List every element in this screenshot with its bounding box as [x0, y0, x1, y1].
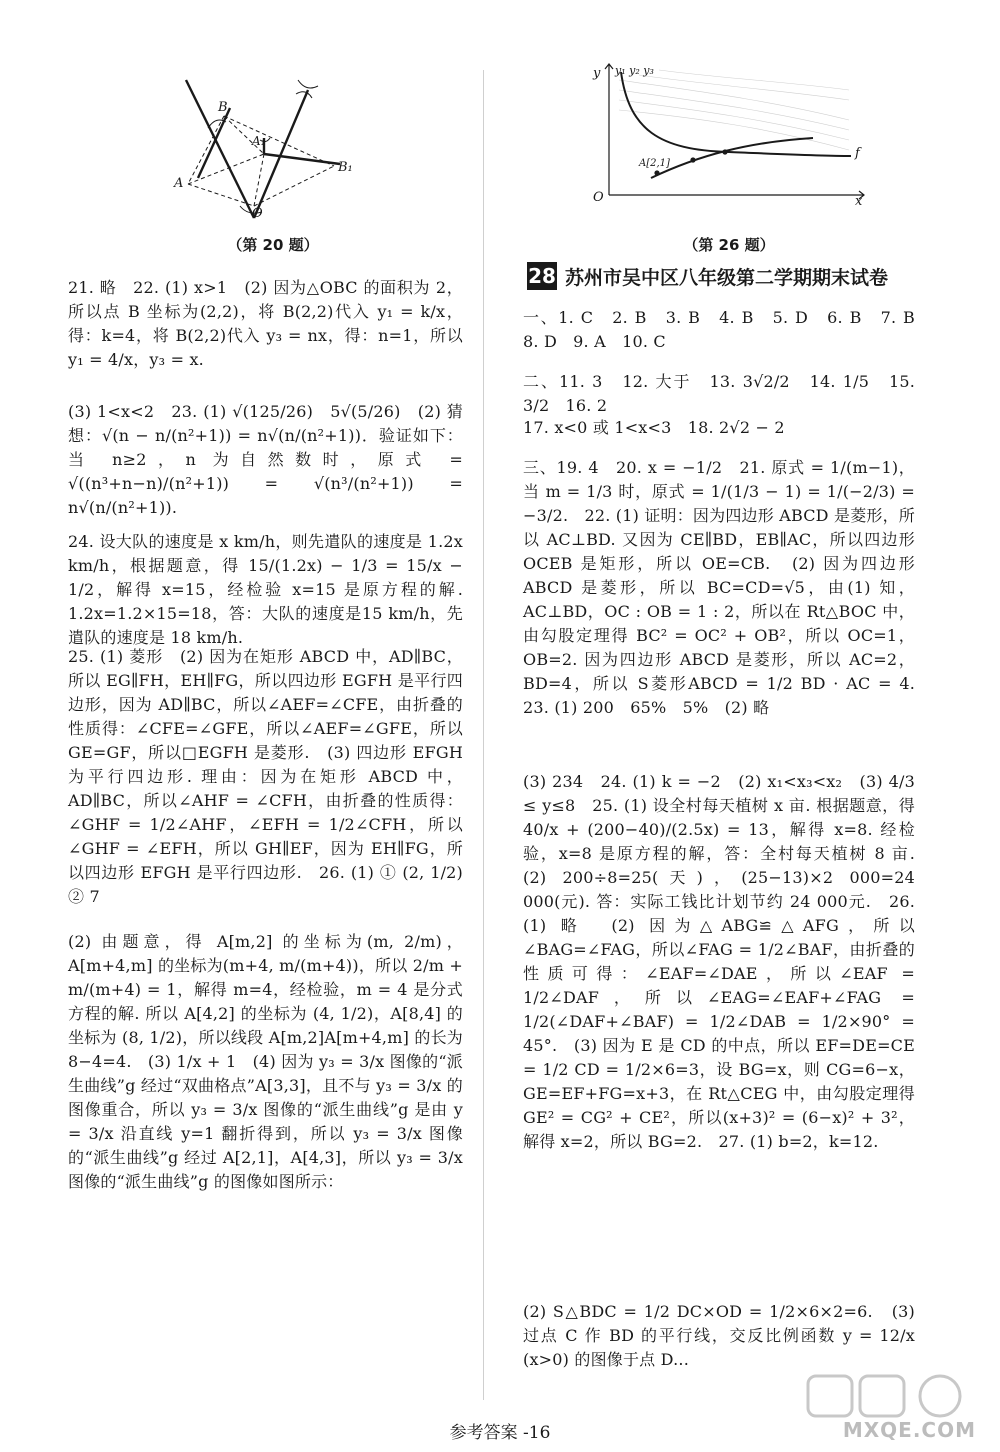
- answer-paragraph: (2) 由题意，得 A[m,2] 的坐标为(m, 2/m)，A[m+4,m] 的坐标为(m+4, m/(m+4))，所以 2/m + m/(m+4) = 1，解得 m=4，经检验，m = 4 是分式方程的解. 所以 A[4,2] 的坐标为 (4, 1/2)，A[8,4] 的坐标为 (8, 1/2)，所以线段 A[m,2]A[m+4,m] 的长为 8−4=4. (3) 1/x + 1 (4) 因为 y₃ = 3/x 图像的“派生曲线”g 经过“双曲格点”A[3,3]，且不与 y₃ = 3/x 的图像重合，所以 y₃ = 3/x 图像的“派生曲线”g 是由 y = 3/x 沿直线 y=1 翻折得到，所以 y₃ = 3/x 图像的“派生曲线”g 经过 A[2,1]，A[4,3]，所以 y₃ = 3/x 图像的“派生曲线”g 的图像如图所示：: [68, 932, 463, 1191]
- answer-paragraph: 25. (1) 菱形 (2) 因为在矩形 ABCD 中，AD∥BC，所以 EG∥FH，EH∥FG，所以四边形 EGFH 是平行四边形，因为 AD∥BC，所以∠AEF=∠CFE，由折叠的性质得：∠CFE=∠GFE，所以∠AEF=∠GFE，所以 GE=GF，所以□EGFH 是菱形. (3) 四边形 EFGH 为平行四边形. 理由：因为在矩形 ABCD 中，AD∥BC，所以∠AHF = ∠CFH，由折叠的性质得：∠GHF = 1/2∠AHF，∠EFH = 1/2∠CFH，所以∠GHF = ∠EFH，所以 GH∥EF，因为 EH∥FG，所以四边形 EFGH 是平行四边形. 26. (1) ① (2, 1/2) ② 7: [68, 647, 480, 906]
- figure-26-caption: （第 26 题）: [683, 236, 775, 254]
- answer-paragraph: 一、1. C 2. B 3. B 4. B 5. D 6. B 7. B 8. D 9. A 10. C: [523, 308, 932, 351]
- answer-paragraph: 17. x<0 或 1<x<3 18. 2√2 − 2: [523, 418, 785, 437]
- column-divider: [483, 70, 484, 1400]
- label-A: A: [174, 176, 184, 191]
- label-B1: B₁: [338, 160, 353, 175]
- section-title: 苏州市吴中区八年级第二学期期末试卷: [565, 266, 889, 289]
- answer-paragraph: (2) S△BDC = 1/2 DC×OD = 1/2×6×2=6. (3) 过点 C 作 BD 的平行线，交反比例函数 y = 12/x (x>0) 的图像于点 D...: [523, 1302, 915, 1369]
- section-number-badge: 28: [528, 264, 556, 288]
- origin-label: O: [593, 190, 604, 205]
- figure-20-caption: （第 20 题）: [227, 236, 319, 254]
- curve-labels: y₁ y₂ y₃: [615, 64, 654, 77]
- point-label: A[2,1]: [639, 158, 670, 169]
- right-column: [523, 0, 932, 1400]
- figure-26: [589, 60, 869, 254]
- watermark-text: MXQE.COM: [842, 1418, 976, 1442]
- label-A1: A₁: [252, 134, 266, 148]
- answer-paragraph: 三、19. 4 20. x = −1/2 21. 原式 = 1/(m−1)，当 m = 1/3 时，原式 = 1/(1/3 − 1) = 1/(−2/3) = −3/2. 22. (1) 证明：因为四边形 ABCD 是菱形，所以 AC⊥BD. 又因为 CE∥BD，EB∥AC，所以四边形 OCEB 是矩形，所以 OE=CB. (2) 因为四边形 ABCD 是菱形，所以 BC=CD=√5，由(1) 知，AC⊥BD，OC : OB = 1 : 2，所以在 Rt△BOC 中，由勾股定理得 BC² = OC² + OB²，所以 OC=1，OB=2. 因为四边形 ABCD 是菱形，所以 AC=2，BD=4，所以 S菱形ABCD = 1/2 BD · AC = 4. 23. (1) 200 65% 5% (2) 略: [523, 458, 932, 717]
- axis-label-y: y: [593, 66, 601, 81]
- left-column: [68, 0, 480, 1400]
- axis-label-x: x: [855, 194, 863, 209]
- answer-paragraph: 21. 略 22. (1) x>1 (2) 因为△OBC 的面积为 2，所以点 B 坐标为(2,2)，将 B(2,2)代入 y₁ = k/x，得：k=4，将 B(2,2)代入 y₃ = nx，得：n=1，所以 y₁ = 4/x，y₃ = x.: [68, 278, 463, 369]
- section-heading: [527, 262, 888, 290]
- label-O: O: [252, 206, 263, 221]
- label-B: B: [218, 100, 228, 115]
- answer-paragraph: (3) 234 24. (1) k = −2 (2) x₁<x₃<x₂ (3) 4/3 ≤ y≤8 25. (1) 设全村每天植树 x 亩. 根据题意，得 40/x + (200−40)/(2.5x) = 13，解得 x=8. 经检验，x=8 是原方程的解，答：全村每天植树 8 亩. (2) 200÷8=25(天)，(25−13)×2 000=24 000(元). 答：实际工钱比计划节约 24 000元. 26. (1) 略 (2) 因为△ABG≌△AFG，所以∠BAG=∠FAG，所以∠FAG = 1/2∠BAF，由折叠的性质可得：∠EAF=∠DAE，所以∠EAF = 1/2∠DAF，所以∠EAG=∠EAF+∠FAG = 1/2(∠DAF+∠BAF) = 1/2∠DAB = 1/2×90° = 45°. (3) 因为 E 是 CD 的中点，所以 EF=DE=CE = 1/2 CD = 1/2×6=3，设 BG=x，则 CG=6−x，GE=EF+FG=x+3，在 Rt△CEG 中，由勾股定理得 GE² = CG² + CE²，所以(x+3)² = (6−x)² + 3²，解得 x=2，所以 BG=2. 27. (1) b=2，k=12.: [523, 772, 932, 1151]
- figure-26-graph: [589, 60, 869, 210]
- answer-paragraph: 二、11. 3 12. 大于 13. 3√2/2 14. 1/5 15. 3/2 16. 2: [523, 372, 915, 415]
- answer-paragraph: (3) 1<x<2 23. (1) √(125/26) 5√(5/26) (2) 猜想：√(n − n/(n²+1)) = n√(n/(n²+1))．验证如下：当 n≥2，n 为自然数时，原式 = √((n³+n−n)/(n²+1)) = √(n³/(n²+1)) = n√(n/(n²+1)).: [68, 402, 463, 517]
- figure-20-diagram: [168, 68, 378, 228]
- figure-20: [168, 68, 378, 254]
- curve-f-label: f: [855, 146, 860, 161]
- page-footer: 参考答案 -16: [449, 1423, 551, 1443]
- answer-paragraph: 24. 设大队的速度是 x km/h，则先遣队的速度是 1.2x km/h，根据题意，得 15/(1.2x) − 1/3 = 15/x − 1/2，解得 x=15，经检验 x=15 是原方程的解. 1.2x=1.2×15=18，答：大队的速度是15 km/h，先遣队的速度是 18 km/h.: [68, 532, 463, 647]
